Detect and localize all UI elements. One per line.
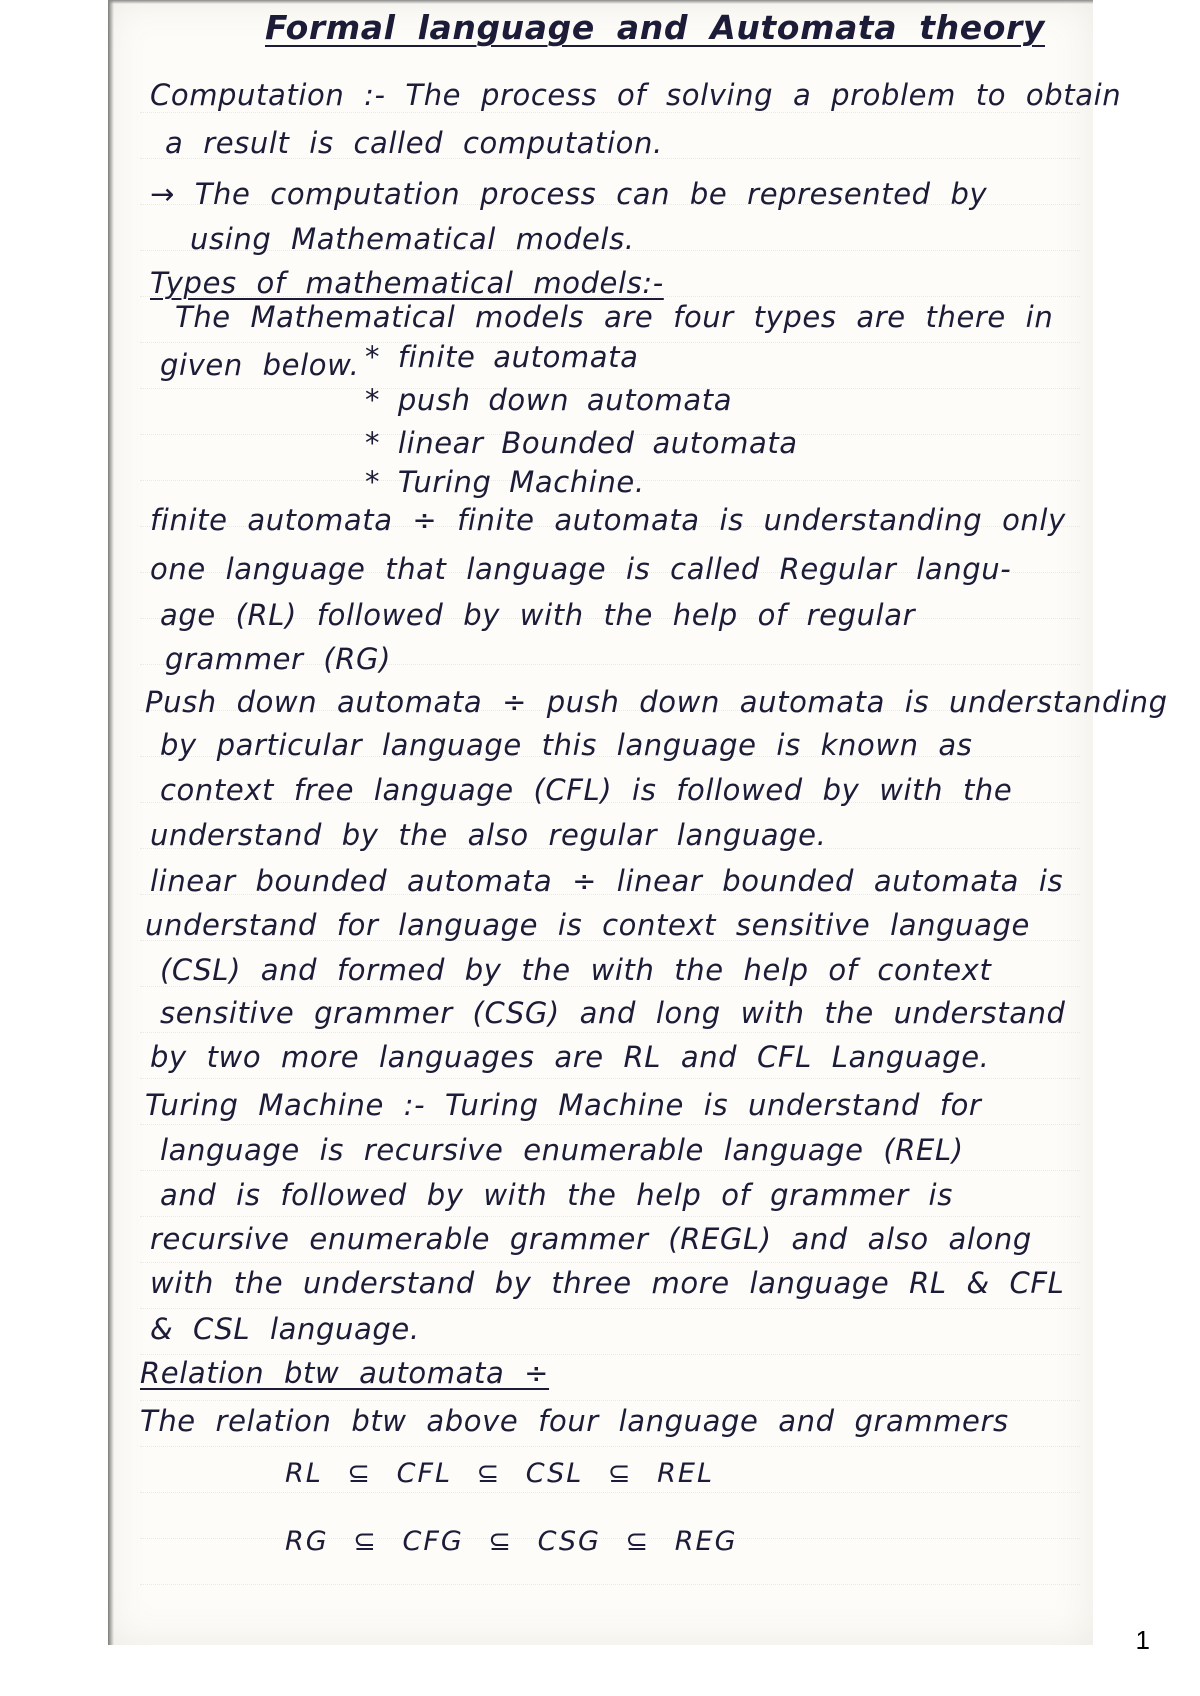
note-line: context free language (CFL) is followed by with the	[160, 773, 1013, 807]
note-line: (CSL) and formed by the with the help of context	[160, 953, 992, 987]
scan-left-edge	[108, 0, 114, 1645]
section-heading-relation: Relation btw automata ÷	[140, 1356, 550, 1390]
note-line: The Mathematical models are four types are there in	[175, 300, 1054, 334]
note-line: understand for language is context sensitive language	[145, 908, 1030, 942]
ruled-line	[140, 1584, 1080, 1585]
ruled-line	[140, 1170, 1080, 1171]
note-line: given below.	[160, 348, 360, 382]
note-line: → The computation process can be represented by	[150, 177, 988, 211]
ruled-line	[140, 1308, 1080, 1309]
ruled-line	[140, 1492, 1080, 1493]
ruled-line	[140, 1032, 1080, 1033]
note-line: sensitive grammer (CSG) and long with the understand	[160, 996, 1066, 1030]
note-line: with the understand by three more language RL & CFL	[150, 1266, 1065, 1300]
page-number: 1	[1135, 1625, 1150, 1655]
ruled-line	[140, 1078, 1080, 1079]
linear-bounded-automata-definition-line: linear bounded automata ÷ linear bounded automata is	[150, 864, 1064, 898]
grammar-hierarchy-relation: RG ⊆ CFG ⊆ CSG ⊆ REG	[285, 1526, 738, 1557]
list-item: * finite automata	[365, 340, 639, 374]
ruled-line	[140, 1262, 1080, 1263]
note-line: grammer (RG)	[165, 642, 392, 676]
ruled-line	[140, 1446, 1080, 1447]
note-line: & CSL language.	[150, 1312, 420, 1346]
note-line: language is recursive enumerable language (REL)	[160, 1133, 964, 1167]
note-line: age (RL) followed by with the help of regular	[160, 598, 916, 632]
note-line: by two more languages are RL and CFL Language.	[150, 1040, 990, 1074]
list-item: * push down automata	[365, 383, 733, 417]
note-line: a result is called computation.	[165, 126, 663, 160]
list-item: * linear Bounded automata	[365, 426, 798, 460]
computation-definition-line: Computation :- The process of solving a problem to obtain	[150, 78, 1122, 112]
scan-top-edge	[108, 0, 1093, 4]
page-title: Formal language and Automata theory	[265, 8, 1045, 47]
list-item: * Turing Machine.	[365, 465, 645, 499]
note-line: The relation btw above four language and grammers	[140, 1404, 1009, 1438]
section-heading-types-of-models: Types of mathematical models:-	[150, 266, 664, 300]
language-hierarchy-relation: RL ⊆ CFL ⊆ CSL ⊆ REL	[285, 1458, 714, 1489]
note-line: using Mathematical models.	[190, 222, 635, 256]
ruled-line	[140, 1354, 1080, 1355]
ruled-line	[140, 1400, 1080, 1401]
ruled-line	[140, 1216, 1080, 1217]
ruled-line	[140, 1124, 1080, 1125]
finite-automata-definition-line: finite automata ÷ finite automata is understanding only	[150, 503, 1066, 537]
push-down-automata-definition-line: Push down automata ÷ push down automata is understanding	[145, 685, 1168, 719]
note-line: understand by the also regular language.	[150, 818, 827, 852]
turing-machine-definition-line: Turing Machine :- Turing Machine is understand for	[145, 1088, 982, 1122]
note-line: by particular language this language is known as	[160, 728, 973, 762]
ruled-line	[140, 112, 1080, 113]
note-line: one language that language is called Regular langu-	[150, 552, 1012, 586]
note-line: recursive enumerable grammer (REGL) and also along	[150, 1222, 1032, 1256]
note-line: and is followed by with the help of grammer is	[160, 1178, 953, 1212]
